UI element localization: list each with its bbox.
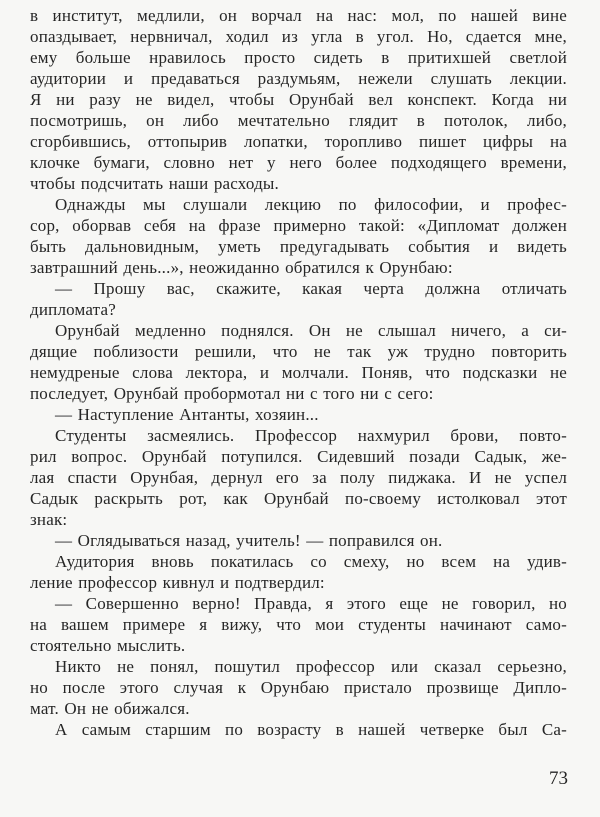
text-line: лая спасти Орунбая, дернул его за полу пиджака. И не успел <box>30 468 567 487</box>
paragraph <box>30 425 567 530</box>
text-line: — Оглядываться назад, учитель! — поправился он. <box>55 531 443 550</box>
text-line: в институт, медлили, он ворчал на нас: мол, по нашей вине <box>30 6 567 25</box>
paragraph <box>30 404 567 425</box>
text-line: Однажды мы слушали лекцию по философии, и профес- <box>55 195 567 214</box>
text-line: чтобы подсчитать наши расходы. <box>30 174 279 193</box>
text-line: Я ни разу не видел, чтобы Орунбай вел конспект. Когда ни <box>30 90 567 109</box>
text-line: Садык раскрыть рот, как Орунбай по-своему истолковал этот <box>30 489 567 508</box>
text-line: стоятельно мыслить. <box>30 636 186 655</box>
text-line: — Наступление Антанты, хозяин... <box>55 405 319 424</box>
paragraph <box>30 530 567 551</box>
text-line: аудитории и предаваться раздумьям, нежели слушать лекции. <box>30 69 567 88</box>
text-line: немудреные слова лектора, и молчали. Поняв, что подсказки не <box>30 363 567 382</box>
text-line: сгорбившись, оттопырив лопатки, торопливо пишет цифры на <box>30 132 567 151</box>
paragraph <box>30 719 567 740</box>
text-line: последует, Орунбай пробормотал ни с того ни с сего: <box>30 384 434 403</box>
text-line: А самым старшим по возрасту в нашей четверке был Са- <box>55 720 567 739</box>
text-line: Студенты засмеялись. Профессор нахмурил брови, повто- <box>55 426 567 445</box>
text-line: рил вопрос. Орунбай потупился. Сидевший позади Садык, же- <box>30 447 567 466</box>
paragraph <box>30 551 567 593</box>
text-line: сор, оборвав себя на фразе примерно такой: «Дипломат должен <box>30 216 567 235</box>
text-line: ление профессор кивнул и подтвердил: <box>30 573 325 592</box>
paragraph <box>30 593 567 656</box>
paragraph <box>30 320 567 404</box>
text-line: — Прошу вас, скажите, какая черта должна отличать <box>55 279 567 298</box>
text-line: Никто не понял, пошутил профессор или сказал серьезно, <box>55 657 567 676</box>
book-page-text <box>30 5 567 740</box>
text-line: дипломата? <box>30 300 116 319</box>
text-line: — Совершенно верно! Правда, я этого еще не говорил, но <box>55 594 567 613</box>
paragraph <box>30 278 567 320</box>
text-line: быть дальновидным, уметь предугадывать события и видеть <box>30 237 567 256</box>
text-line: Аудитория вновь покатилась со смеху, но всем на удив- <box>55 552 567 571</box>
paragraph <box>30 5 567 194</box>
text-line: завтрашний день...», неожиданно обратился к Орунбаю: <box>30 258 453 277</box>
paragraph <box>30 194 567 278</box>
text-line: на вашем примере я вижу, что мои студенты начинают само- <box>30 615 567 634</box>
text-line: посмотришь, он либо мечтательно глядит в потолок, либо, <box>30 111 567 130</box>
text-line: но после этого случая к Орунбаю пристало прозвище Дипло- <box>30 678 567 697</box>
page-number: 73 <box>549 768 568 789</box>
text-line: мат. Он не обижался. <box>30 699 190 718</box>
text-line: ему больше нравилось просто сидеть в притихшей светлой <box>30 48 567 67</box>
text-line: опаздывает, нервничал, ходил из угла в угол. Но, сдается мне, <box>30 27 567 46</box>
paragraph <box>30 656 567 719</box>
text-line: клочке бумаги, словно нет у него более подходящего времени, <box>30 153 567 172</box>
text-line: знак: <box>30 510 68 529</box>
text-line: дящие поблизости решили, что не так уж трудно повторить <box>30 342 567 361</box>
text-line: Орунбай медленно поднялся. Он не слышал ничего, а си- <box>55 321 567 340</box>
